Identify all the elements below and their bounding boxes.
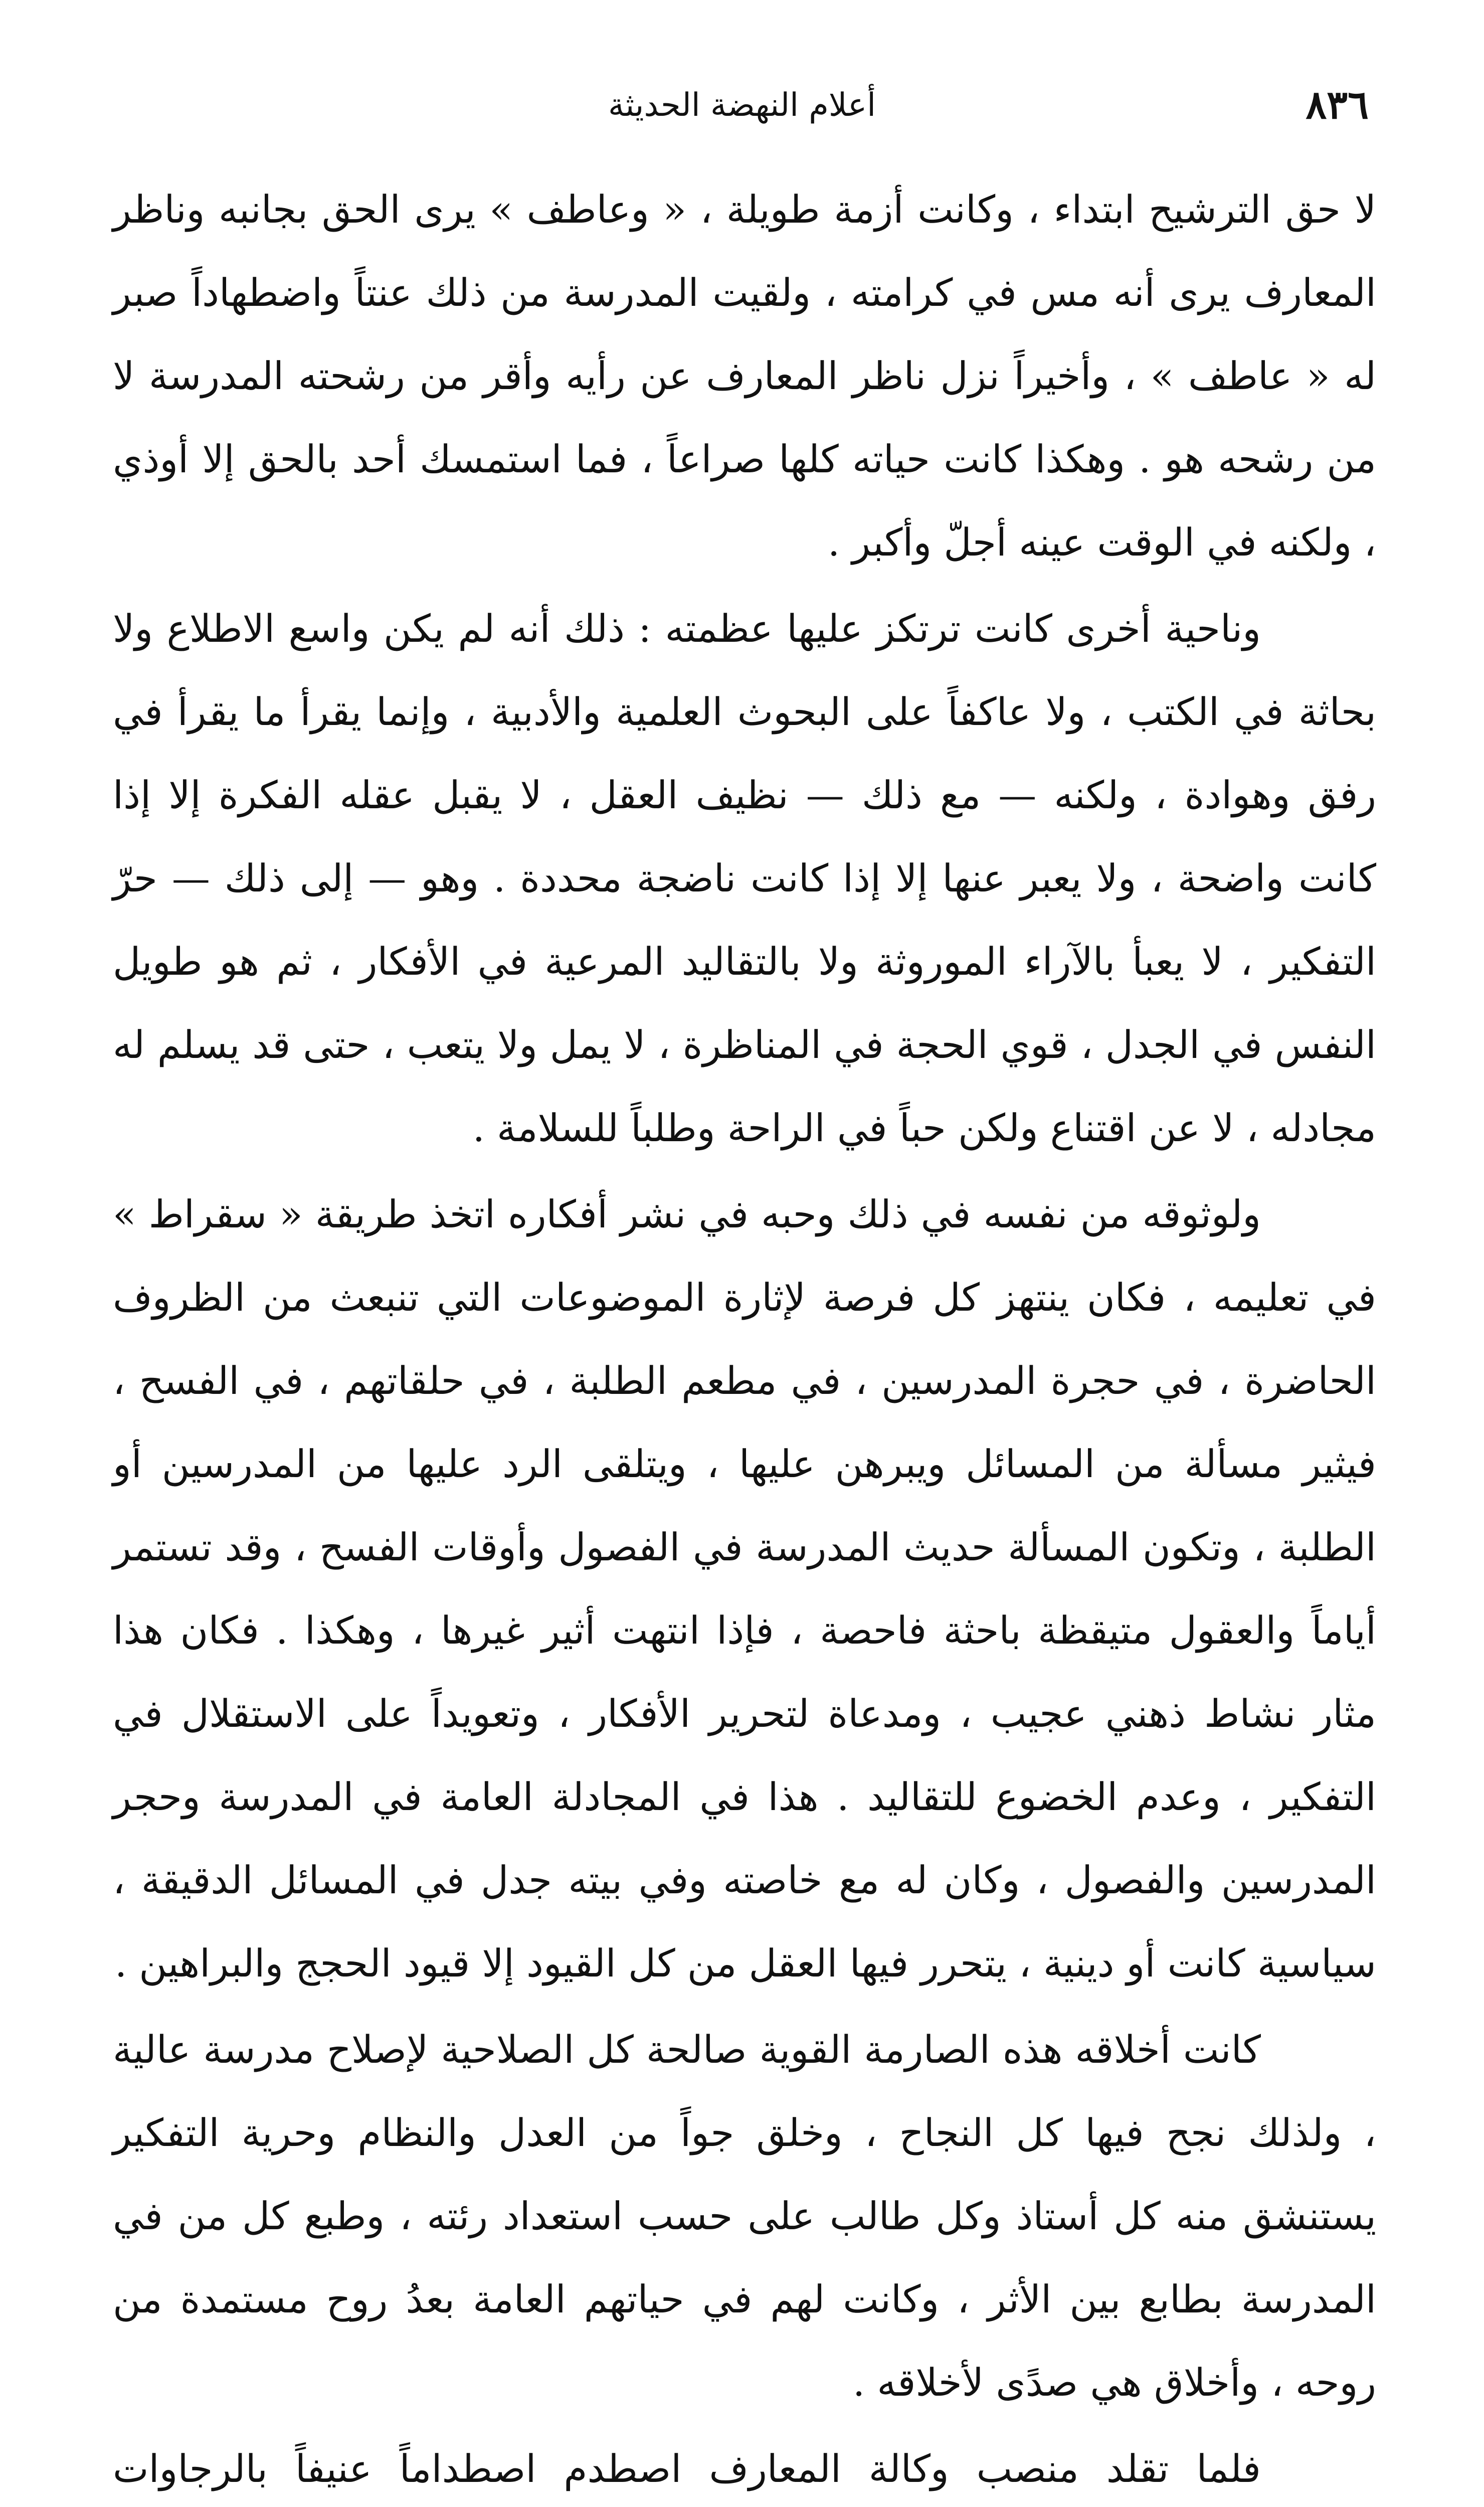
paragraph: ولوثوقه من نفسه في ذلك وحبه في نشر أفكاره اتخذ طريقة « سقراط » في تعليمه ، فكان ينتهز كل فرصة لإثارة الموضوعات التي تنبعث من الظروف الحاضرة ، في حجرة المدرسين ، في مطعم الطلبة ، في حلقاتهم ، في الفسح ، فيثير مسألة من المسائل ويبرهن عليها ، ويتلقى الرد عليها من المدرسين أو الطلبة ، وتكون المسألة حديث المدرسة في الفصول وأوقات الفسح ، وقد تستمر أياماً والعقول متيقظة باحثة فاحصة ، فإذا انتهت أثير غيرها ، وهكذا . فكان هذا مثار نشاط ذهني عجيب ، ومدعاة لتحرير الأفكار ، وتعويداً على الاستقلال في التفكير ، وعدم الخضوع للتقاليد . هذا في المجادلة العامة في المدرسة وحجر المدرسين والفصول ، وكان له مع خاصته وفي بيته جدل في المسائل الدقيقة ، سياسية كانت أو دينية ، يتحرر فيها العقل من كل القيود إلا قيود الحجج والبراهين . (113, 1192, 1376, 1986)
body-text (113, 168, 1376, 2507)
paragraph-continued: لا حق الترشيح ابتداء ، وكانت أزمة طويلة ، « وعاطف » يرى الحق بجانبه وناظر المعارف يرى أنه مس في كرامته ، ولقيت المدرسة من ذلك عنتاً واضطهاداً صبر له « عاطف » ، وأخيراً نزل ناظر المعارف عن رأيه وأقر من رشحته المدرسة لا من رشحه هو . وهكذا كانت حياته كلها صراعاً ، فما استمسك أحد بالحق إلا أوذي ، ولكنه في الوقت عينه أجلّ وأكبر . (113, 187, 1376, 565)
paragraph: وناحية أخرى كانت ترتكز عليها عظمته : ذلك أنه لم يكن واسع الاطلاع ولا بحاثة في الكتب ، ولا عاكفاً على البحوث العلمية والأدبية ، وإنما يقرأ ما يقرأ في رفق وهوادة ، ولكنه — مع ذلك — نظيف العقل ، لا يقبل عقله الفكرة إلا إذا كانت واضحة ، ولا يعبر عنها إلا إذا كانت ناضجة محددة . وهو — إلى ذلك — حرّ التفكير ، لا يعبأ بالآراء الموروثة ولا بالتقاليد المرعية في الأفكار ، ثم هو طويل النفس في الجدل ، قوي الحجة في المناظرة ، لا يمل ولا يتعب ، حتى قد يسلم له مجادله ، لا عن اقتناع ولكن حباً في الراحة وطلباً للسلامة . (113, 606, 1376, 1150)
paragraph-last: فلما تقلد منصب وكالة المعارف اصطدم اصطداماً عنيفاً بالرجاوات (113, 2446, 1261, 2491)
page-header (115, 75, 1369, 135)
running-title: أعلام النهضة الحديثة (608, 87, 876, 124)
page-number: ٨٣٦ (1306, 82, 1369, 128)
paragraph: كانت أخلاقه هذه الصارمة القوية صالحة كل الصلاحية لإصلاح مدرسة عالية ، ولذلك نجح فيها كل النجاح ، وخلق جواً من العدل والنظام وحرية التفكير يستنشق منه كل أستاذ وكل طالب على حسب استعداد رئته ، وطبع كل من في المدرسة بطابع بين الأثر ، وكانت لهم في حياتهم العامة بعدُ روح مستمدة من روحه ، وأخلاق هي صدًى لأخلاقه . (113, 2027, 1376, 2405)
